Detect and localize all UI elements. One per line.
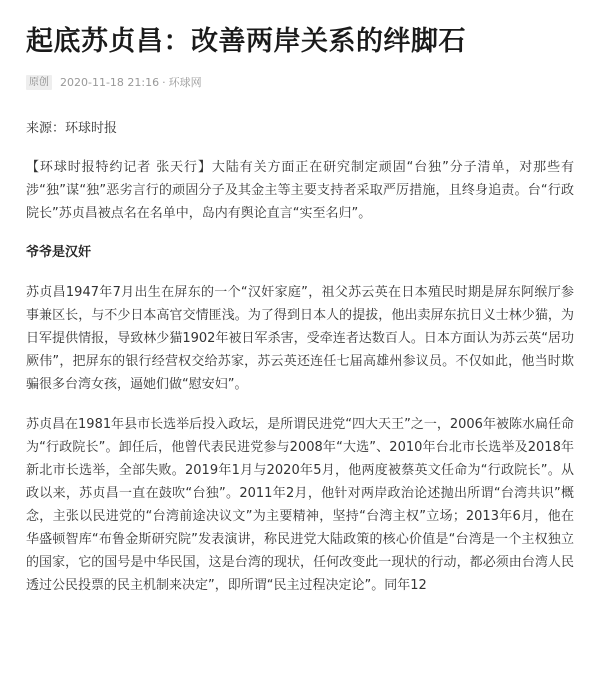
section-heading: 爷爷是汉奸 (26, 245, 92, 260)
article (26, 0, 574, 597)
article-title: 起底苏贞昌：改善两岸关系的绊脚石 (26, 26, 466, 57)
paragraph-political-career: 苏贞昌在1981年县市长选举后投入政坛，是所谓民进党“四大天王”之一，2006年被陈水扁任命为“行政院长”。卸任后，他曾代表民进党参与2008年“大选”、2010年台北市长选举及2018年新北市长选举，全部失败。2019年1月与2020年5月，他两度被蔡英文任命为“行政院长”。从政以来，苏贞昌一直在鼓吹“台独”。2011年2月，他针对两岸政治论述抛出所谓“台湾共识”概念，主张以民进党的“台湾前途决议文”为主要精神，坚持“台湾主权”立场；2013年6月，他在华盛顿智库“布鲁金斯研究院”发表演讲，称民进党大陆政策的核心价值是“台湾是一个主权独立的国家，它的国号是中华民国，这是台湾的现状，任何改变此一现状的行动，都必须由台湾人民透过公民投票的民主机制来决定”，即所谓“民主过程决定论”。同年12 (26, 417, 574, 593)
original-badge: 原创 (26, 75, 52, 90)
paragraph-intro: 【环球时报特约记者 张天行】大陆有关方面正在研究制定顽固“台独”分子清单，对那些有涉“独”谋“独”恶劣言行的顽固分子及其金主等主要支持者采取严厉措施，且终身追责。台“行政院长”苏贞昌被点名在名单中，岛内有舆论直言“实至名归”。 (26, 160, 574, 221)
article-meta (26, 72, 574, 92)
paragraph-family-background: 苏贞昌1947年7月出生在屏东的一个“汉奸家庭”，祖父苏云英在日本殖民时期是屏东阿缑厅参事兼区长，与不少日本高官交情匪浅。为了得到日本人的提拔，他出卖屏东抗日义士林少猫，为日军提供情报，导致林少猫1902年被日军杀害，受牵连者达数百人。日本方面认为苏云英“居功厥伟”，把屏东的银行经营权交给苏家，苏云英还连任七届高雄州参议员。不仅如此，他当时欺骗很多台湾女孩，逼她们做“慰安妇”。 (26, 285, 574, 392)
publish-date: 2020-11-18 21:16 (60, 75, 160, 89)
meta-separator: · (162, 75, 166, 89)
source-line: 来源：环球时报 (26, 121, 118, 136)
publisher-link[interactable]: 环球网 (168, 76, 202, 89)
